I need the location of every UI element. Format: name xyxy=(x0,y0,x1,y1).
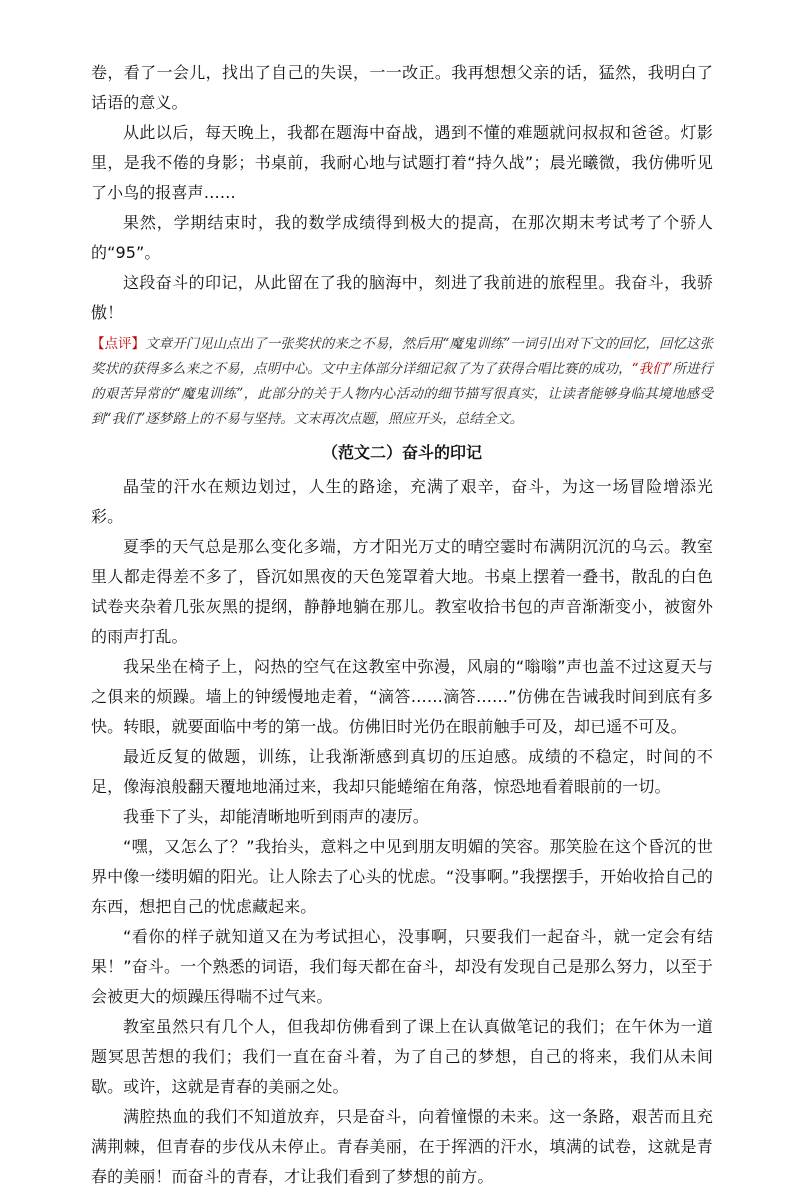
document-body xyxy=(91,58,713,1192)
commentary-highlight: “我们” xyxy=(631,361,673,377)
commentary-text: 所进行的艰苦异常的“魔鬼训练”，此部分的关于人物内心活动的细节描写很真实，让读者能够身临其境地感受到“我们”逐梦路上的不易与坚持。文末再次点题，照应开头，总结全文。 xyxy=(91,361,714,427)
commentary-block xyxy=(91,332,713,432)
paragraph: 晶莹的汗水在颊边划过，人生的路途，充满了艰辛，奋斗，为这一场冒险增添光彩。 xyxy=(91,477,713,526)
paragraph: “嘿，又怎么了？”我抬头，意料之中见到朋友明媚的笑容。那笑脸在这个昏沉的世界中像一缕明媚的阳光。让人除去了心头的忧虑。“没事啊。”我摆摆手，开始收拾自己的东西，想把自己的忧虑藏起来。 xyxy=(91,837,713,916)
paragraph: 这段奋斗的印记，从此留在了我的脑海中，刻进了我前进的旅程里。我奋斗，我骄傲！ xyxy=(91,273,713,322)
paragraph: 我呆坐在椅子上，闷热的空气在这教室中弥漫，风扇的“嗡嗡”声也盖不过这夏天与之俱来的烦躁。墙上的钟缓慢地走着，“滴答……滴答……”仿佛在告诫我时间到底有多快。转眼，就要面临中考的第一战。仿佛旧时光仍在眼前触手可及，却已遥不可及。 xyxy=(91,657,713,736)
paragraph-continued: 卷，看了一会儿，找出了自己的失误，一一改正。我再想想父亲的话，猛然，我明白了话语的意义。 xyxy=(91,63,713,112)
commentary-text: 文章开门见山点出了一张奖状的来之不易，然后用“魔鬼训练”一词引出对下文的回忆，回忆这张奖状的获得多么来之不易，点明中心。文中主体部分详细记叙了为了获得合唱比赛的成功， xyxy=(91,336,713,377)
paragraph: 教室虽然只有几个人，但我却仿佛看到了课上在认真做笔记的我们；在午休为一道题冥思苦想的我们；我们一直在奋斗着，为了自己的梦想，自己的将来，我们从未间歇。或许，这就是青春的美丽之处。 xyxy=(91,1017,713,1096)
paragraph: “看你的样子就知道又在为考试担心，没事啊，只要我们一起奋斗，就一定会有结果！”奋斗。一个熟悉的词语，我们每天都在奋斗，却没有发现自己是那么努力，以至于会被更大的烦躁压得喘不过气来。 xyxy=(91,927,713,1006)
paragraph: 从此以后，每天晚上，我都在题海中奋战，遇到不懂的难题就问叔叔和爸爸。灯影里，是我不倦的身影；书桌前，我耐心地与试题打着“持久战”；晨光曦微，我仿佛听见了小鸟的报喜声…… xyxy=(91,123,713,202)
paragraph: 果然，学期结束时，我的数学成绩得到极大的提高，在那次期末考试考了个骄人的“95”。 xyxy=(91,213,713,262)
paragraph: 最近反复的做题，训练，让我渐渐感到真切的压迫感。成绩的不稳定，时间的不足，像海浪般翻天覆地地涌过来，我却只能蜷缩在角落，惊恐地看着眼前的一切。 xyxy=(91,747,713,796)
paragraph: 夏季的天气总是那么变化多端，方才阳光万丈的晴空霎时布满阴沉沉的乌云。教室里人都走得差不多了，昏沉如黑夜的天色笼罩着大地。书桌上摆着一叠书，散乱的白色试卷夹杂着几张灰黑的提纲，静静地躺在那儿。教室收拾书包的声音渐渐变小，被窗外的雨声打乱。 xyxy=(91,537,713,646)
paragraph: 满腔热血的我们不知道放弃，只是奋斗，向着憧憬的未来。这一条路，艰苦而且充满荆棘，但青春的步伐从未停止。青春美丽，在于挥洒的汗水，填满的试卷，这就是青春的美丽！而奋斗的青春，才让我们看到了梦想的前方。 xyxy=(91,1107,713,1186)
paragraph: 我垂下了头，却能清晰地听到雨声的凄厉。 xyxy=(123,807,429,826)
commentary-tag: 【点评】 xyxy=(91,336,146,352)
essay-title: （范文二）奋斗的印记 xyxy=(321,443,482,462)
